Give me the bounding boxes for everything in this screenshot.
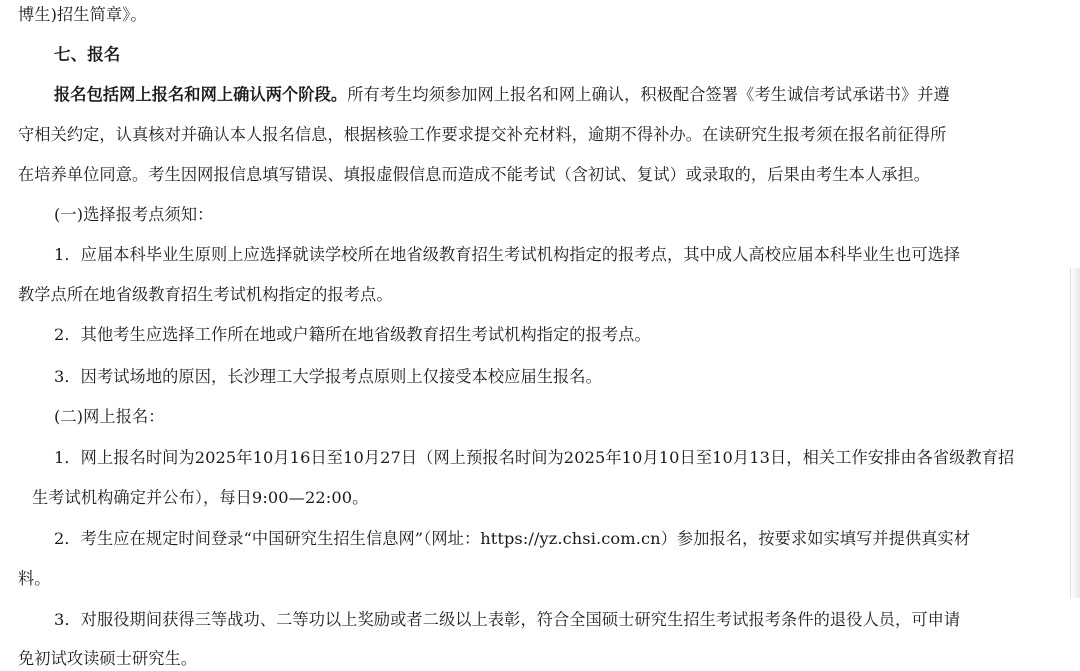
sub2-item-3-line-2: 免初试攻读硕士研究生。 — [18, 649, 198, 668]
sub2-item-1-line-2: 生考试机构确定并公布），每日9:00—22:00。 — [32, 488, 369, 507]
intro-paragraph-line-1 — [54, 84, 950, 106]
sub2-item-1-line-1: 1．网上报名时间为2025年10月16日至10月27日（网上预报名时间为2025年10月10日至10月13日，相关工作安排由各省级教育招 — [54, 448, 1015, 467]
sub1-item-1-line-2: 教学点所在地省级教育招生考试机构指定的报考点。 — [18, 285, 393, 304]
sub2-item-2-line-1: 2．考生应在规定时间登录“中国研究生招生信息网”（网址：https://yz.chsi.com.cn）参加报名，按要求如实填写并提供真实材 — [54, 529, 971, 548]
subsection-1-heading: (一)选择报考点须知： — [54, 205, 214, 224]
intro-paragraph-line-2: 守相关约定，认真核对并确认本人报名信息，根据核验工作要求提交补充材料，逾期不得补办。在读研究生报考须在报名前征得所 — [18, 125, 947, 144]
previous-section-fragment: 博生)招生简章》。 — [18, 5, 147, 24]
section-heading: 七、报名 — [54, 45, 121, 64]
intro-paragraph-line-3: 在培养单位同意。考生因网报信息填写错误、填报虚假信息而造成不能考试（含初试、复试）或录取的，后果由考生本人承担。 — [18, 165, 931, 184]
adjacent-page-edge — [1070, 268, 1080, 598]
intro-bold-lead: 报名包括网上报名和网上确认两个阶段。 — [54, 85, 348, 104]
sub2-item-3-line-1: 3．对服役期间获得三等战功、二等功以上奖励或者二级以上表彰，符合全国硕士研究生招生考试报考条件的退役人员，可申请 — [54, 610, 961, 629]
sub1-item-2: 2．其他考生应选择工作所在地或户籍所在地省级教育招生考试机构指定的报考点。 — [54, 325, 651, 344]
intro-line-1-rest: 所有考生均须参加网上报名和网上确认，积极配合签署《考生诚信考试承诺书》并遵 — [347, 85, 950, 104]
sub1-item-3: 3．因考试场地的原因，长沙理工大学报考点原则上仅接受本校应届生报名。 — [54, 367, 602, 386]
sub1-item-1-line-1: 1．应届本科毕业生原则上应选择就读学校所在地省级教育招生考试机构指定的报考点，其中成人高校应届本科毕业生也可选择 — [54, 245, 961, 264]
subsection-2-heading: (二)网上报名： — [54, 407, 165, 426]
sub2-item-2-line-2: 料。 — [18, 569, 51, 588]
